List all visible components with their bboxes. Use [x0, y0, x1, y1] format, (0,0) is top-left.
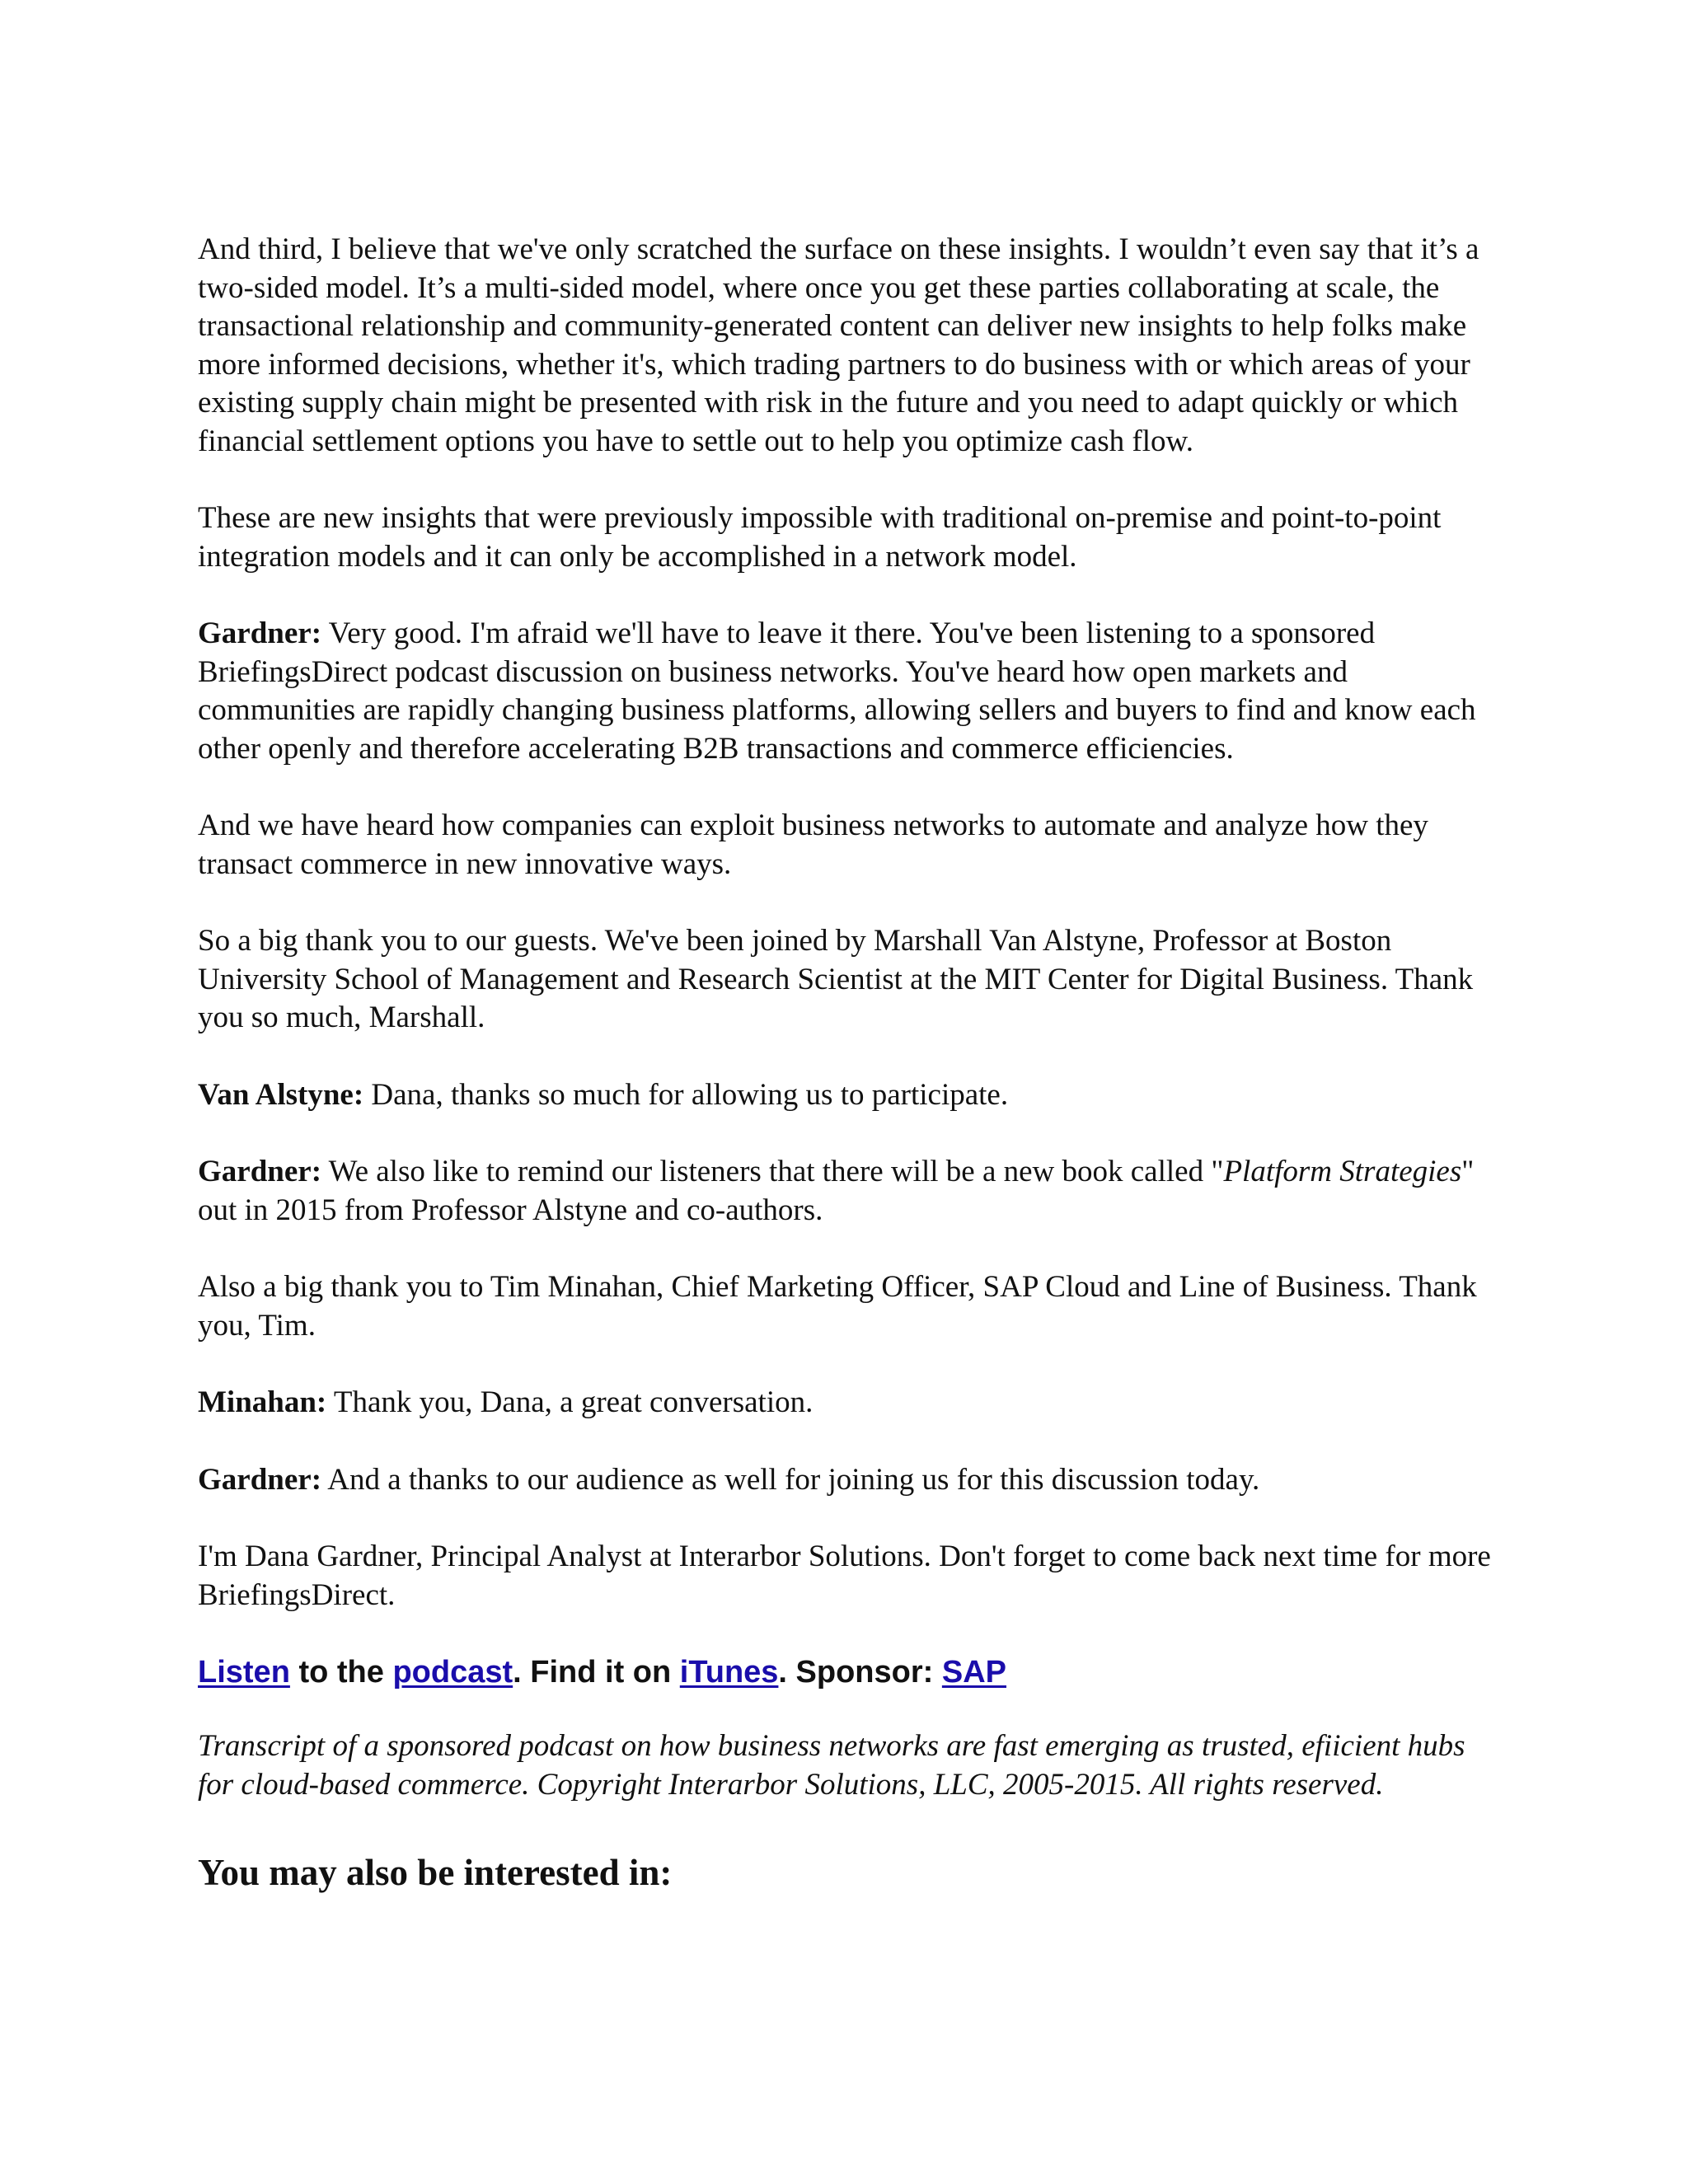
speech-text: Thank you, Dana, a great conversation. [326, 1385, 814, 1419]
paragraph-gardner-book [198, 1153, 1492, 1230]
document-page [198, 231, 1492, 1895]
paragraph-van-alstyne-reply [198, 1076, 1492, 1115]
itunes-link[interactable]: iTunes [679, 1655, 779, 1690]
paragraph-third-insights: And third, I believe that we've only scratched the surface on these insights. I wouldn’t even say that it’s a two-sided model. It’s a multi-sided model, where once you get these parties collaborating at scale, the transactional relationship and community-generated content can deliver new insights to help folks make more informed decisions, whether it's, which trading partners to do business with or which areas of your existing supply chain might be presented with risk in the future and you need to adapt quickly or which financial settlement options you have to settle out to help you optimize cash flow. [198, 232, 1479, 458]
paragraph-gardner-wrapup [198, 615, 1492, 768]
speaker-label: Minahan: [198, 1385, 327, 1419]
podcast-links-line [198, 1653, 1492, 1691]
speech-text: Very good. I'm afraid we'll have to leave it there. You've been listening to a sponsored BriefingsDirect podcast discussion on business networks. You've heard how open markets and communities are rapidly changing business platforms, allowing sellers and buyers to find and know each other openly and therefore accelerating B2B transactions and commerce efficiencies. [198, 616, 1476, 766]
speaker-label: Gardner: [198, 616, 322, 650]
transcript-copyright-note: Transcript of a sponsored podcast on how business networks are fast emerging as trusted, efiicient hubs for cloud-based commerce. Copyright Interarbor Solutions, LLC, 2005-2015. All rights reserved. [198, 1729, 1465, 1802]
speaker-label: Gardner: [198, 1155, 322, 1188]
speech-text: And a thanks to our audience as well for joining us for this discussion today. [321, 1462, 1260, 1497]
links-text: to the [289, 1655, 393, 1690]
book-title: Platform Strategies [1223, 1155, 1462, 1188]
speech-text: We also like to remind our listeners that there will be a new book called " [321, 1155, 1224, 1188]
podcast-link[interactable]: podcast [392, 1655, 513, 1690]
paragraph-thank-minahan: Also a big thank you to Tim Minahan, Chief Marketing Officer, SAP Cloud and Line of Business. Thank you, Tim. [198, 1270, 1477, 1343]
sap-sponsor-link[interactable]: SAP [941, 1655, 1007, 1690]
listen-link[interactable]: Listen [198, 1655, 290, 1690]
paragraph-minahan-reply [198, 1384, 1492, 1422]
paragraph-exploit-networks: And we have heard how companies can exploit business networks to automate and analyze how they transact commerce in new innovative ways. [198, 808, 1428, 881]
paragraph-new-insights: These are new insights that were previously impossible with traditional on-premise and point-to-point integration models and it can only be accomplished in a network model. [198, 501, 1442, 574]
paragraph-gardner-audience [198, 1461, 1492, 1500]
speech-text: " out in 2015 from Professor Alstyne and co-authors. [198, 1155, 1475, 1227]
links-text: . Find it on [513, 1655, 680, 1690]
related-heading: You may also be interested in: [198, 1852, 673, 1893]
paragraph-sign-off: I'm Dana Gardner, Principal Analyst at Interarbor Solutions. Don't forget to come back next time for more BriefingsDirect. [198, 1540, 1491, 1612]
speech-text: Dana, thanks so much for allowing us to participate. [363, 1077, 1009, 1112]
speaker-label: Van Alstyne: [198, 1077, 364, 1112]
speaker-label: Gardner: [198, 1462, 322, 1497]
links-text: . Sponsor: [778, 1655, 942, 1690]
paragraph-thank-guests: So a big thank you to our guests. We've been joined by Marshall Van Alstyne, Professor at Boston University School of Management and Research Scientist at the MIT Center for Digital Business. Thank you so much, Marshall. [198, 924, 1474, 1034]
